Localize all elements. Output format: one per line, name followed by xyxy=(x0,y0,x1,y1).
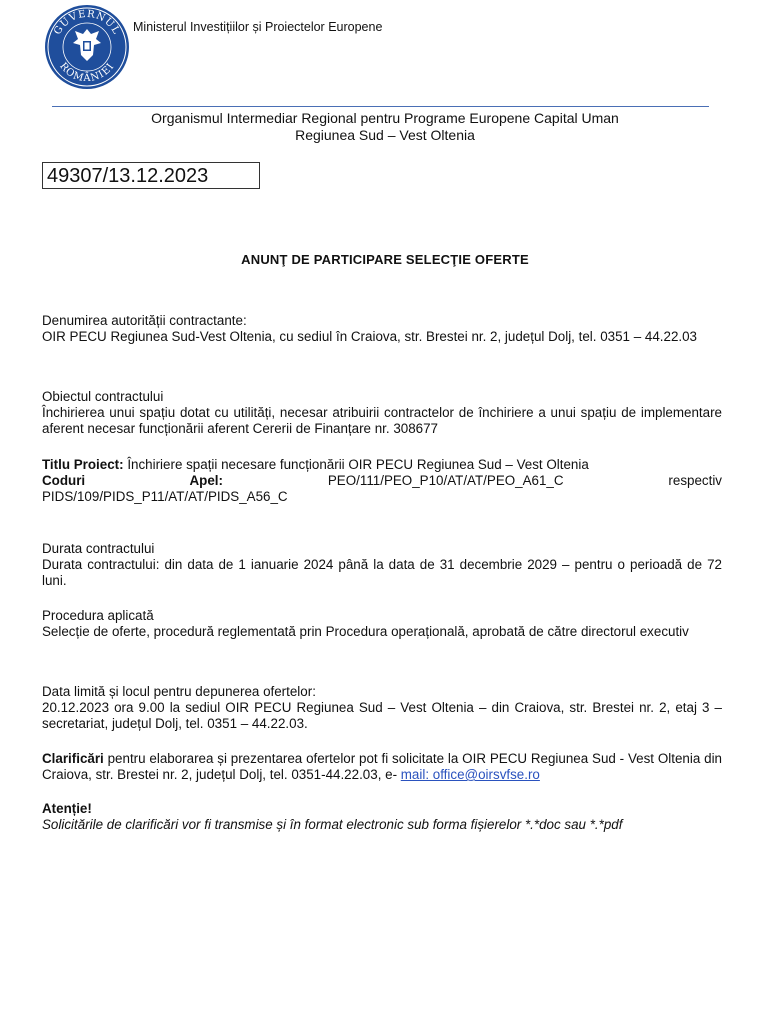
authority-section xyxy=(42,313,722,345)
deadline-text: 20.12.2023 ora 9.00 la sediul OIR PECU Regiunea Sud – Vest Oltenia – din Craiova, str. Brestei nr. 2, etaj 3 – secretariat, județul Dolj, tel. 0351 – 44.22.03. xyxy=(42,700,722,731)
codes-label: Coduri Apel: xyxy=(42,473,223,488)
government-seal-logo xyxy=(43,3,131,91)
authority-text: OIR PECU Regiunea Sud-Vest Oltenia, cu sediul în Craiova, str. Brestei nr. 2, județul Dolj, tel. 0351 – 44.22.03 xyxy=(42,329,698,344)
clarifications-label: Clarificări xyxy=(42,751,104,766)
project-title-text: Închiriere spații necesare funcționării OIR PECU Regiunea Sud – Vest Oltenia xyxy=(123,457,589,472)
object-label: Obiectul contractului xyxy=(42,389,164,404)
deadline-section xyxy=(42,684,722,732)
duration-text: Durata contractului: din data de 1 ianuarie 2024 până la data de 31 decembrie 2029 – pentru o perioadă de 72 luni. xyxy=(42,557,722,588)
procedure-text: Selecție de oferte, procedură reglementată prin Procedura operațională, aprobată de către directorul executiv xyxy=(42,624,689,639)
attention-section xyxy=(42,801,722,833)
ministry-name: Ministerul Investițiilor și Proiectelor Europene xyxy=(133,20,383,34)
email-link[interactable]: mail: office@oirsvfse.ro xyxy=(400,767,540,782)
clarifications-text: pentru elaborarea și prezentarea ofertelor pot fi solicitate la OIR PECU Regiunea Sud - Vest Oltenia din Craiova, str. Brestei nr. 2, județul Dolj, tel. 0351-44.22.03, e- xyxy=(42,751,722,782)
org-name-line2: Regiunea Sud – Vest Oltenia xyxy=(295,127,475,143)
procedure-section xyxy=(42,608,722,640)
attention-label: Atenție! xyxy=(42,801,92,816)
org-name-line1: Organismul Intermediar Regional pentru Programe Europene Capital Uman xyxy=(151,110,619,126)
registration-number-box: 49307/13.12.2023 xyxy=(42,162,260,189)
object-text: Închirierea unui spațiu dotat cu utilități, necesar atribuirii contractelor de închiriere a unui spațiu de implementare aferent necesar funcționării aferent Cererii de Finanțare nr. 308677 xyxy=(42,405,722,436)
project-title-line xyxy=(42,457,722,473)
project-title-label: Titlu Proiect: xyxy=(42,457,124,472)
codes-line2: PIDS/109/PIDS_P11/AT/AT/PIDS_A56_C xyxy=(42,489,288,504)
attention-text: Solicitările de clarificări vor fi transmise și în format electronic sub forma fișierelor *.*doc sau *.*pdf xyxy=(42,817,623,832)
object-section xyxy=(42,389,722,437)
procedure-label: Procedura aplicată xyxy=(42,608,154,623)
seal-text-bottom: ROMÂNIEI xyxy=(57,60,117,85)
clarifications-section xyxy=(42,751,722,783)
seal-text-top: GUVERNUL xyxy=(52,8,122,37)
codes-text: PEO/111/PEO_P10/AT/AT/PEO_A61_C respectiv xyxy=(223,473,723,488)
codes-line xyxy=(42,473,722,489)
duration-label: Durata contractului xyxy=(42,541,155,556)
duration-section xyxy=(42,541,722,589)
project-section xyxy=(42,457,722,505)
deadline-label: Data limită și locul pentru depunerea ofertelor: xyxy=(42,684,316,699)
authority-label: Denumirea autorității contractante: xyxy=(42,313,247,328)
document-title: ANUNŢ DE PARTICIPARE SELECŢIE OFERTE xyxy=(241,252,529,267)
header-divider xyxy=(52,106,709,107)
